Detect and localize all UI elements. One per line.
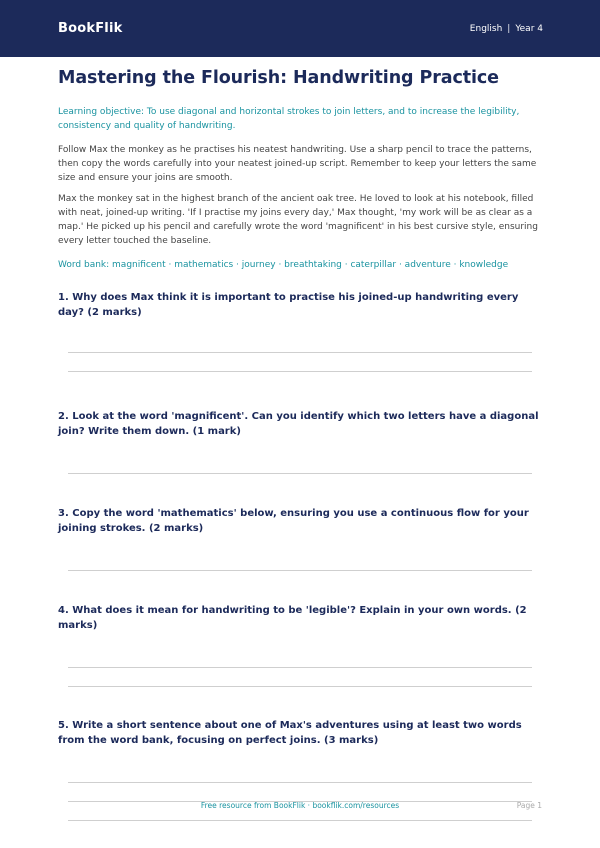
question-2: 2. Look at the word 'magnificent'. Can you identify which two letters have a diagonal join? Write them down. (1 mark) [58, 411, 539, 437]
answer-line[interactable] [68, 686, 532, 687]
answer-line[interactable] [68, 570, 532, 571]
question-4: 4. What does it mean for handwriting to be 'legible'? Explain in your own words. (2 marks) [58, 605, 527, 631]
brand-logo: BookFlik [58, 21, 123, 36]
question-3: 3. Copy the word 'mathematics' below, ensuring you use a continuous flow for your joining strokes. (2 marks) [58, 508, 529, 534]
instructions-paragraph: Follow Max the monkey as he practises his neatest handwriting. Use a sharp pencil to trace the patterns, then copy the words carefully into your neatest joined-up script. Remember to keep your letters the same size and ensure your joins are smooth. [58, 145, 537, 183]
learning-objective: Learning objective: To use diagonal and horizontal strokes to join letters, and to increase the legibility, consistency and quality of handwriting. [58, 107, 520, 131]
year-label: Year 4 [515, 23, 543, 34]
footer-resource-link[interactable]: Free resource from BookFlik · bookflik.com/resources [200, 801, 400, 810]
answer-line[interactable] [68, 371, 532, 372]
story-paragraph: Max the monkey sat in the highest branch of the ancient oak tree. He loved to look at his notebook, filled with neat, joined-up writing. 'If I practise my joins every day,' Max thought, 'my work will be as clear as a map.' He picked up his pencil and carefully wrote the word 'magnificent' in his best cursive style, ensuring every letter touched the baseline. [58, 194, 538, 246]
answer-line[interactable] [68, 352, 532, 353]
page-header [0, 0, 600, 57]
answer-line[interactable] [68, 820, 532, 821]
page-title: Mastering the Flourish: Handwriting Practice [58, 68, 499, 88]
subject-year-label [470, 24, 543, 34]
meta-separator: | [507, 23, 511, 34]
page-footer [0, 801, 600, 815]
answer-line[interactable] [68, 473, 532, 474]
answer-line[interactable] [68, 782, 532, 783]
worksheet-body [0, 68, 600, 821]
page-number: Page 1 [516, 801, 542, 810]
subject-label: English [469, 23, 503, 34]
question-1: 1. Why does Max think it is important to practise his joined-up handwriting every day? (2 marks) [58, 292, 519, 318]
answer-line[interactable] [68, 667, 532, 668]
question-5: 5. Write a short sentence about one of Max's adventures using at least two words from the word bank, focusing on perfect joins. (3 marks) [58, 720, 522, 746]
word-bank: Word bank: magnificent · mathematics · journey · breathtaking · caterpillar · adventure · knowledge [58, 260, 509, 270]
